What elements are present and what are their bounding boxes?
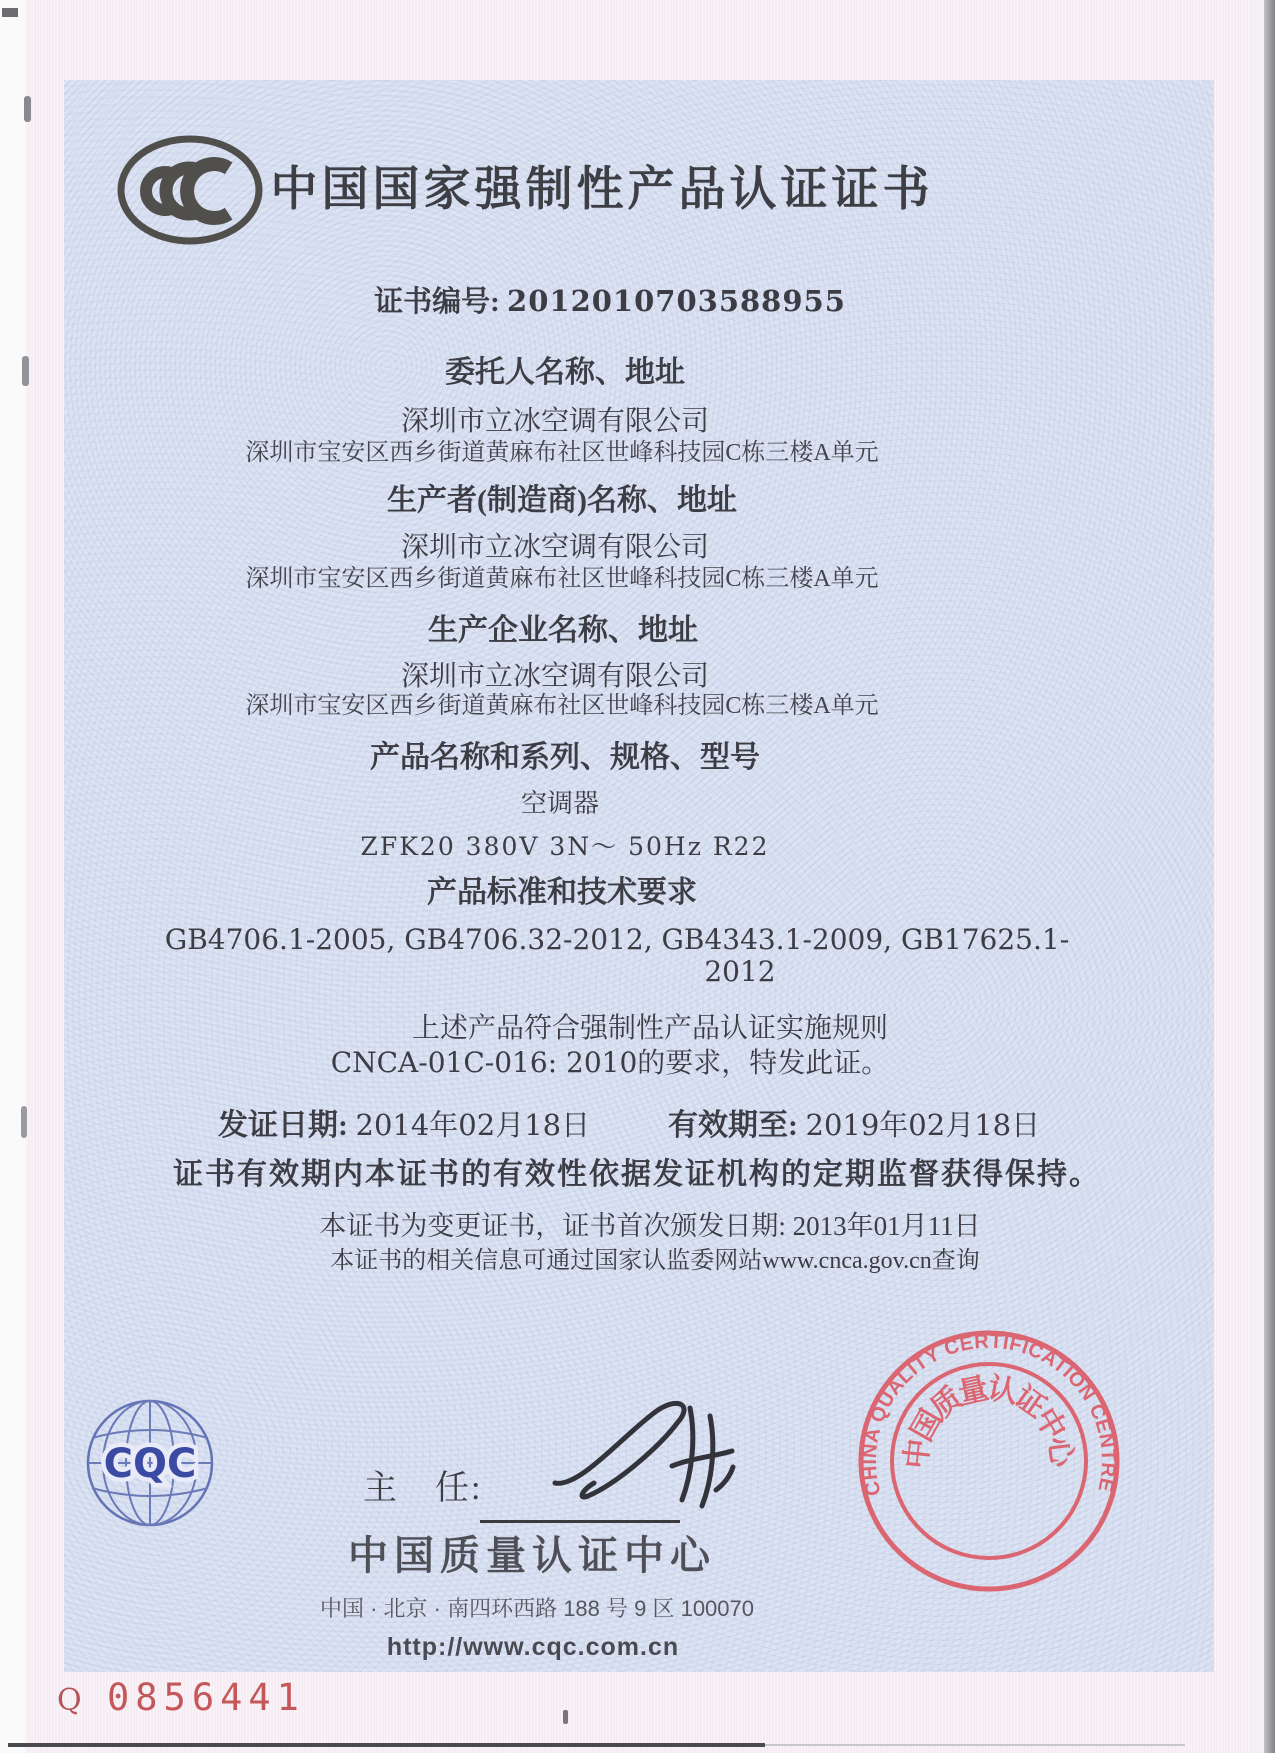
issuer-name: 中国质量认证中心: [348, 1534, 716, 1578]
factory-address: 深圳市宝安区西乡街道黄麻布社区世峰科技园C栋三楼A单元: [245, 693, 879, 719]
cqc-stamp: [853, 1325, 1125, 1597]
serial-number: 0856441: [107, 1676, 305, 1719]
producer-address: 深圳市宝安区西乡街道黄麻布社区世峰科技园C栋三楼A单元: [245, 566, 879, 592]
section-product-heading: 产品名称和系列、规格、型号: [370, 741, 760, 774]
scan-edge-left: [0, 0, 26, 1753]
scan-bottom-line: [8, 1743, 765, 1747]
section-standards-heading: 产品标准和技术要求: [427, 876, 697, 909]
validity-note: 证书有效期内本证书的有效性依据发证机构的定期监督获得保持。: [173, 1158, 1101, 1191]
scan-edge-right-dark: [1264, 0, 1275, 1753]
expiry-date-label: 有效期至:: [668, 1109, 798, 1142]
signature-underline: [480, 1520, 680, 1523]
compliance-statement-line1: 上述产品符合强制性产品认证实施规则: [411, 1013, 888, 1044]
director-signature: [540, 1388, 740, 1528]
factory-name: 深圳市立冰空调有限公司: [400, 661, 709, 692]
scan-bottom-line-faint: [765, 1744, 1185, 1746]
expiry-date-value: 2019年02月18日: [805, 1108, 1041, 1142]
certificate-number-line: [65, 285, 1155, 319]
scan-speck-3: [21, 1106, 27, 1138]
svg-text:CHINA QUALITY CERTIFICATION CE: [859, 1331, 1119, 1498]
serial-prefix: Q: [57, 1683, 82, 1718]
stamp-ring-text: CHINA QUALITY CERTIFICATION CENTRE: [858, 1330, 1120, 1498]
scan-speck-topleft: [2, 8, 18, 17]
standards-line-2: 2012: [704, 955, 776, 988]
producer-name: 深圳市立冰空调有限公司: [400, 532, 709, 563]
issuer-website: http://www.cqc.com.cn: [386, 1633, 680, 1661]
scan-speck-2: [22, 356, 29, 386]
issue-date-value: 2014年02月18日: [355, 1108, 591, 1142]
scan-speck-1: [24, 96, 31, 122]
issue-date-block: [218, 1100, 590, 1144]
scan-edge-right-light: [1250, 0, 1265, 1753]
director-label: 主 任:: [363, 1470, 483, 1507]
applicant-name: 深圳市立冰空调有限公司: [400, 406, 709, 437]
section-producer-heading: 生产者(制造商)名称、地址: [387, 484, 737, 517]
expiry-date-block: [668, 1100, 1040, 1144]
product-name: 空调器: [520, 789, 599, 818]
standards-line-1: GB4706.1-2005, GB4706.32-2012, GB4343.1-2009, GB17625.1-: [164, 923, 1070, 956]
issue-date-label: 发证日期:: [218, 1109, 348, 1142]
certificate-title: 中国国家强制性产品认证证书: [270, 164, 934, 216]
cqc-logo-letters: CQC: [103, 1441, 197, 1487]
section-applicant-heading: 委托人名称、地址: [445, 356, 685, 389]
certificate-number-label: 证书编号:: [374, 286, 500, 318]
section-factory-heading: 生产企业名称、地址: [428, 614, 698, 647]
stamp-inner-text: 中国质量认证中心: [899, 1371, 1079, 1471]
info-note: 本证书的相关信息可通过国家认监委网站www.cnca.gov.cn查询: [330, 1248, 980, 1274]
issuer-address: 中国 · 北京 · 南四环西路 188 号 9 区 100070: [319, 1596, 755, 1621]
product-model: ZFK20 380V 3N～ 50Hz R22: [360, 832, 770, 861]
certificate-number-value: 2012010703588955: [507, 284, 846, 318]
scan-speck-4: [563, 1710, 568, 1724]
applicant-address: 深圳市宝安区西乡街道黄麻布社区世峰科技园C栋三楼A单元: [245, 440, 879, 466]
compliance-statement-line2: CNCA-01C-016: 2010的要求，特发此证。: [330, 1046, 890, 1079]
change-note: 本证书为变更证书，证书首次颁发日期: 2013年01月11日: [319, 1211, 981, 1241]
cqc-logo-icon: [83, 1396, 217, 1530]
